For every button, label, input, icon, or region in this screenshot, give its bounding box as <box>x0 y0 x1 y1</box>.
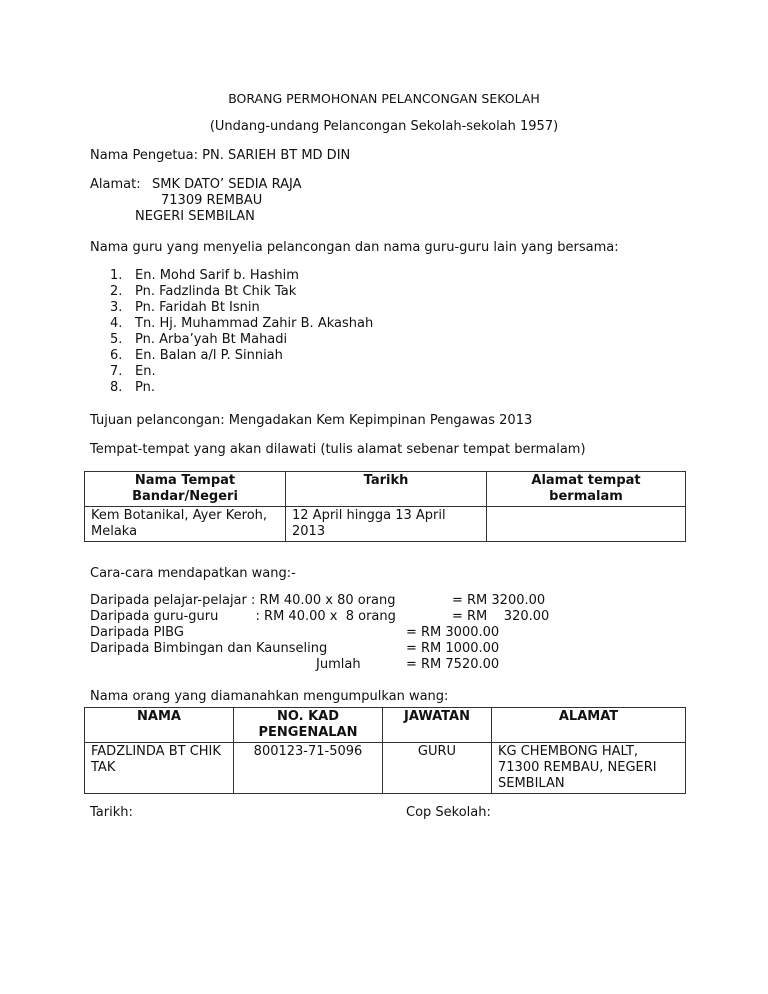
table-cell: 12 April hingga 13 April 2013 <box>286 507 487 542</box>
table-header: NO. KAD PENGENALAN <box>234 708 383 743</box>
money-heading: Cara-cara mendapatkan wang:- <box>90 566 296 581</box>
money-amount: = RM 1000.00 <box>406 641 500 656</box>
money-label: Daripada guru-guru : RM 40.00 x 8 orang <box>90 609 396 624</box>
table-cell: Kem Botanikal, Ayer Keroh, Melaka <box>85 507 286 542</box>
list-item: 7. En. <box>110 364 156 379</box>
money-amount: = RM 3000.00 <box>406 625 500 640</box>
money-row <box>90 593 590 609</box>
table-header: Tarikh <box>286 472 487 507</box>
table-header: Nama Tempat Bandar/Negeri <box>85 472 286 507</box>
table-cell <box>487 507 686 542</box>
table-cell: KG CHEMBONG HALT, 71300 REMBAU, NEGERI SEMBILAN <box>492 743 686 794</box>
table-header-row <box>85 708 686 743</box>
teachers-list <box>110 268 373 396</box>
list-item: 6. En. Balan a/l P. Sinniah <box>110 348 283 363</box>
list-item: 4. Tn. Hj. Muhammad Zahir B. Akashah <box>110 316 374 331</box>
money-total-label: Jumlah <box>316 657 361 672</box>
money-row <box>90 609 590 625</box>
money-row <box>90 657 590 673</box>
table-header: NAMA <box>85 708 234 743</box>
money-amount: = RM 320.00 <box>452 609 550 624</box>
money-total-amount: = RM 7520.00 <box>406 657 500 672</box>
address-label: Alamat: <box>90 177 141 192</box>
collector-table <box>84 707 686 794</box>
teachers-heading: Nama guru yang menyelia pelancongan dan nama guru-guru lain yang bersama: <box>90 240 619 255</box>
address-line-2: 71309 REMBAU <box>161 193 263 208</box>
address-line-3: NEGERI SEMBILAN <box>135 209 255 224</box>
purpose-line: Tujuan pelancongan: Mengadakan Kem Kepimpinan Pengawas 2013 <box>90 413 533 428</box>
document-title: BORANG PERMOHONAN PELANCONGAN SEKOLAH <box>228 91 540 106</box>
places-heading: Tempat-tempat yang akan dilawati (tulis alamat sebenar tempat bermalam) <box>90 442 586 457</box>
money-label: Daripada pelajar-pelajar : RM 40.00 x 80 orang <box>90 593 396 608</box>
money-row <box>90 625 590 641</box>
money-breakdown <box>90 593 590 673</box>
table-row <box>85 743 686 794</box>
document-subtitle: (Undang-undang Pelancongan Sekolah-sekolah 1957) <box>209 119 559 134</box>
table-cell: FADZLINDA BT CHIK TAK <box>85 743 234 794</box>
table-header: ALAMAT <box>492 708 686 743</box>
money-label: Daripada PIBG <box>90 625 184 640</box>
collector-heading: Nama orang yang diamanahkan mengumpulkan wang: <box>90 689 449 704</box>
table-header-row <box>85 472 686 507</box>
table-row <box>85 507 686 542</box>
places-table <box>84 471 686 542</box>
list-item: 1. En. Mohd Sarif b. Hashim <box>110 268 299 283</box>
list-item: 2. Pn. Fadzlinda Bt Chik Tak <box>110 284 297 299</box>
money-row <box>90 641 590 657</box>
table-cell: GURU <box>383 743 492 794</box>
table-header: JAWATAN <box>383 708 492 743</box>
stamp-label: Cop Sekolah: <box>406 805 491 820</box>
table-cell: 800123-71-5096 <box>234 743 383 794</box>
date-label: Tarikh: <box>90 805 133 820</box>
address-line-1: SMK DATO’ SEDIA RAJA <box>152 177 302 192</box>
list-item: 5. Pn. Arba’yah Bt Mahadi <box>110 332 288 347</box>
principal-line: Nama Pengetua: PN. SARIEH BT MD DIN <box>90 148 351 163</box>
list-item: 8. Pn. <box>110 380 155 395</box>
table-header: Alamat tempat bermalam <box>487 472 686 507</box>
money-label: Daripada Bimbingan dan Kaunseling <box>90 641 328 656</box>
money-amount: = RM 3200.00 <box>452 593 546 608</box>
list-item: 3. Pn. Faridah Bt Isnin <box>110 300 260 315</box>
